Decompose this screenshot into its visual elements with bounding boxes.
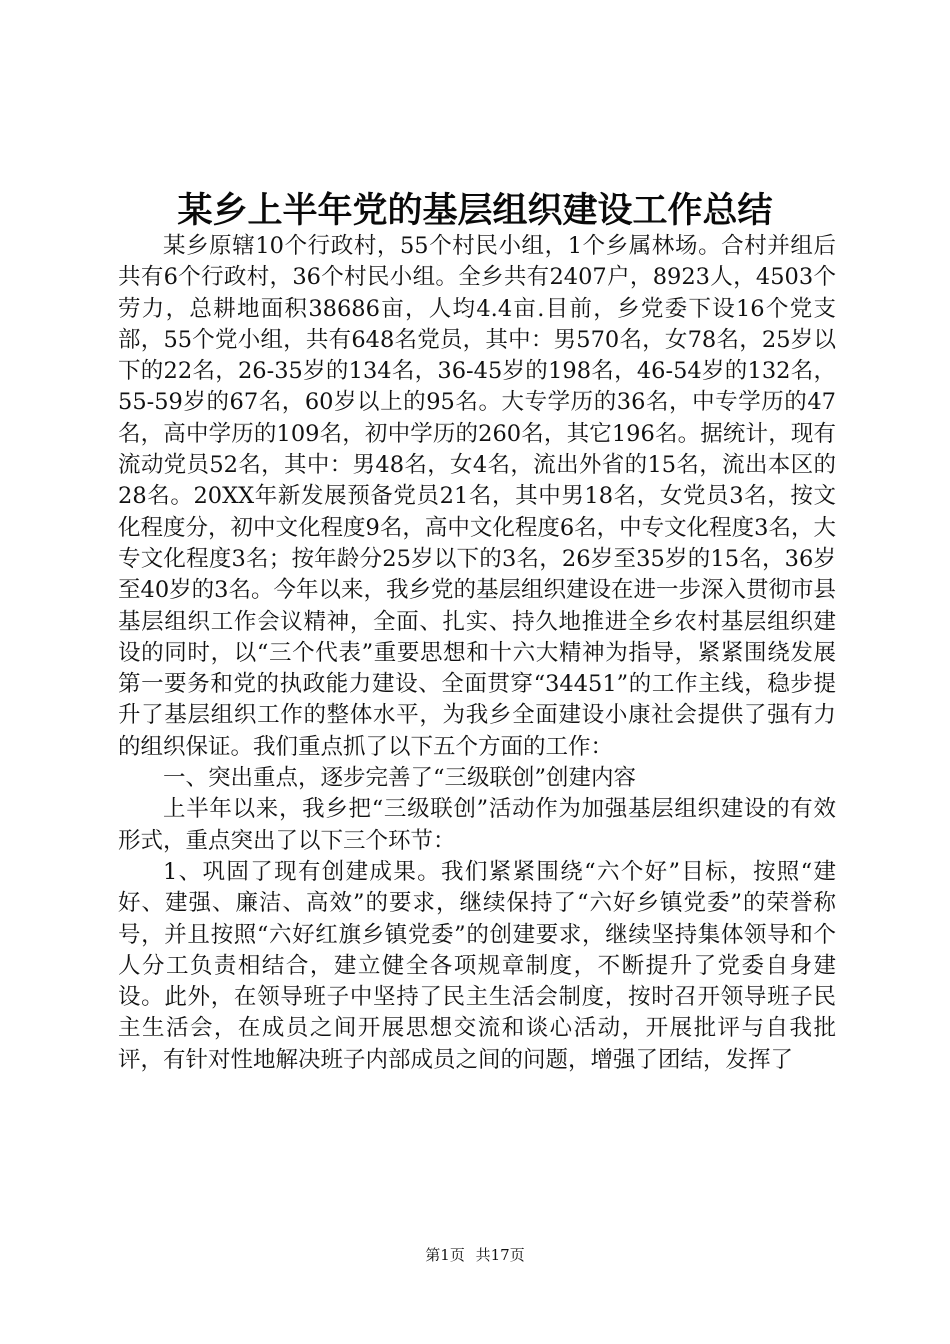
- page-number: 第1页: [425, 1246, 465, 1264]
- document-body: [118, 231, 836, 1076]
- paragraph-item-1: 1、巩固了现有创建成果。我们紧紧围绕“六个好”目标，按照“建好、建强、廉洁、高效”的要求，继续保持了“六好乡镇党委”的荣誉称号，并且按照“六好红旗乡镇党委”的创建要求，继续坚持集体领导和个人分工负责相结合，建立健全各项规章制度，不断提升了党委自身建设。此外，在领导班子中坚持了民主生活会制度，按时召开领导班子民主生活会，在成员之间开展思想交流和谈心活动，开展批评与自我批评，有针对性地解决班子内部成员之间的问题，增强了团结，发挥了: [118, 858, 836, 1073]
- paragraph-intro: 某乡原辖10个行政村，55个村民小组，1个乡属林场。合村并组后共有6个行政村，36个村民小组。全乡共有2407户，8923人，4503个劳力，总耕地面积38686亩，人均4.4亩.目前，乡党委下设16个党支部，55个党小组，共有648名党员，其中：男570名，女78名，25岁以下的22名，26-35岁的134名，36-45岁的198名，46-54岁的132名，55-59岁的67名，60岁以上的95名。大专学历的36名，中专学历的47名，高中学历的109名，初中学历的260名，其它196名。据统计，现有流动党员52名，其中：男48名，女4名，流出外省的15名，流出本区的28名。20XX年新发展预备党员21名，其中男18名，女党员3名，按文化程度分，初中文化程度9名，高中文化程度6名，中专文化程度3名，大专文化程度3名；按年龄分25岁以下的3名，26岁至35岁的15名，36岁至40岁的3名。今年以来，我乡党的基层组织建设在进一步深入贯彻市县基层组织工作会议精神，全面、扎实、持久地推进全乡农村基层组织建设的同时，以“三个代表”重要思想和十六大精神为指导，紧紧围绕发展第一要务和党的执政能力建设、全面贯穿“34451”的工作主线，稳步提升了基层组织工作的整体水平，为我乡全面建设小康社会提供了强有力的组织保证。我们重点抓了以下五个方面的工作：: [118, 233, 836, 760]
- paragraph-section-1-intro: 上半年以来，我乡把“三级联创”活动作为加强基层组织建设的有效形式，重点突出了以下三个环节：: [118, 796, 836, 854]
- page-footer: [0, 1245, 950, 1265]
- document-title: 某乡上半年党的基层组织建设工作总结: [177, 191, 773, 231]
- section-heading-1: 一、突出重点，逐步完善了“三级联创”创建内容: [163, 765, 637, 792]
- page-total: 共17页: [475, 1246, 525, 1264]
